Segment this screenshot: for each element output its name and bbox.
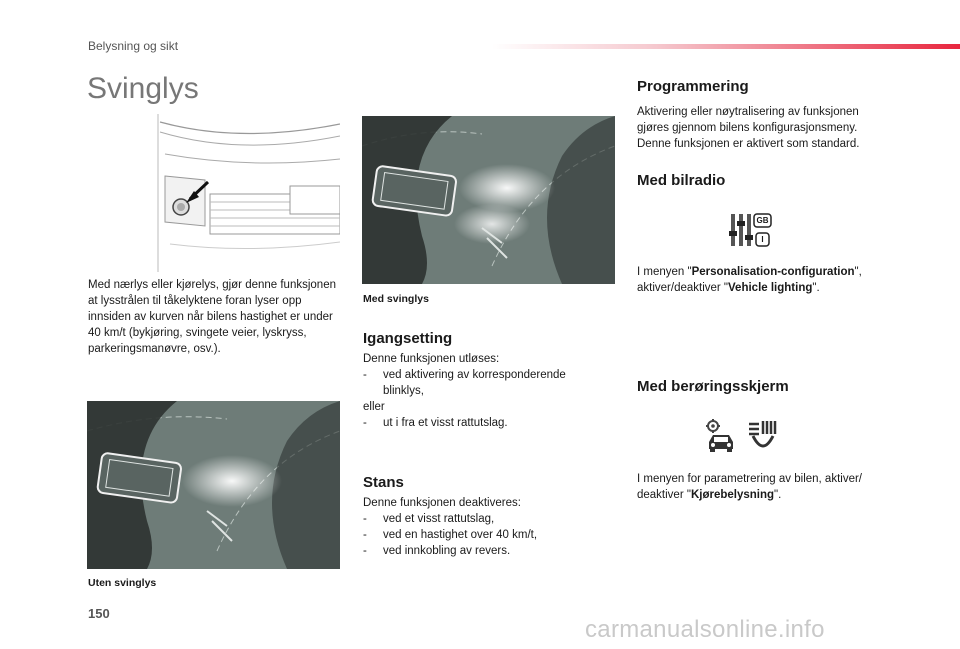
list-dash: - [363,417,367,429]
programming-text: Aktivering eller nøytralisering av funksjonen gjøres gjennom bilens konfigurasjonsmeny. Denne funksjonen er aktivert som standard. [637,106,860,150]
radio-heading: Med bilradio [637,172,726,189]
language-badge-top: GB [756,216,769,225]
list-item [363,367,593,399]
illustration-without-cornering-light [87,401,340,569]
touchscreen-text [637,471,882,503]
list-item [363,511,593,527]
programming-heading: Programmering [637,78,749,95]
watermark: carmanualsonline.info [585,616,825,643]
page-title: Svinglys [87,72,199,105]
list-item [363,415,593,431]
caption-without-cornering-light: Uten svinglys [88,577,157,589]
activation-section [363,351,593,431]
list-dash: - [363,529,367,541]
radio-text [637,264,882,296]
activation-or: eller [363,401,385,413]
header-accent-bar [492,44,960,49]
list-dash: - [363,513,367,525]
radio-text-prefix: I menyen " [637,266,692,278]
list-dash: - [363,369,367,381]
illustration-with-cornering-light [362,116,615,284]
activation-heading: Igangsetting [363,330,453,347]
stop-intro: Denne funksjonen deaktiveres: [363,497,521,509]
activation-intro: Denne funksjonen utløses: [363,353,500,365]
headlight-icon [745,418,781,454]
caption-with-cornering-light: Med svinglys [363,293,429,305]
touchscreen-text-suffix: ". [774,489,782,501]
stop-section [363,495,593,559]
menu-name-personalisation: Personalisation-configuration [691,266,855,278]
car-settings-icon [703,418,739,454]
activation-item-steering: ut i fra et visst rattutslag. [383,417,508,429]
list-dash: - [363,545,367,557]
list-item [363,527,593,543]
description-text: Med nærlys eller kjørelys, gjør denne funksjonen at lysstrålen til tåkelyktene foran lyser opp innsiden av kurven når bilens hastighet er under 40 km/t (bykjøring, svingete veier, lyskryss, parkeringsmanøvre, osv.). [88,279,336,355]
option-vehicle-lighting: Vehicle lighting [728,282,813,294]
section-label: Belysning og sikt [88,39,179,53]
radio-text-suffix: ". [812,282,820,294]
touchscreen-text-prefix: I menyen for parametrering av bilen, aktiver/ deaktiver " [637,473,862,501]
activation-item-turn-signal: ved aktivering av korresponderende blinklys, [383,369,566,397]
page-number: 150 [88,606,110,621]
stop-heading: Stans [363,474,404,491]
stop-item: ved innkobling av revers. [383,545,511,557]
touchscreen-heading: Med berøringsskjerm [637,378,789,395]
fog-lamp-illustration [150,114,340,272]
stop-item: ved et visst rattutslag, [383,513,495,525]
language-badge-bottom: I [761,235,764,244]
settings-sliders-icon [728,211,772,249]
list-item [363,543,593,559]
option-kjorebelysning: Kjørebelysning [690,489,775,501]
stop-item: ved en hastighet over 40 km/t, [383,529,538,541]
radio-text-mid: ", aktiver/deaktiver " [637,266,862,294]
